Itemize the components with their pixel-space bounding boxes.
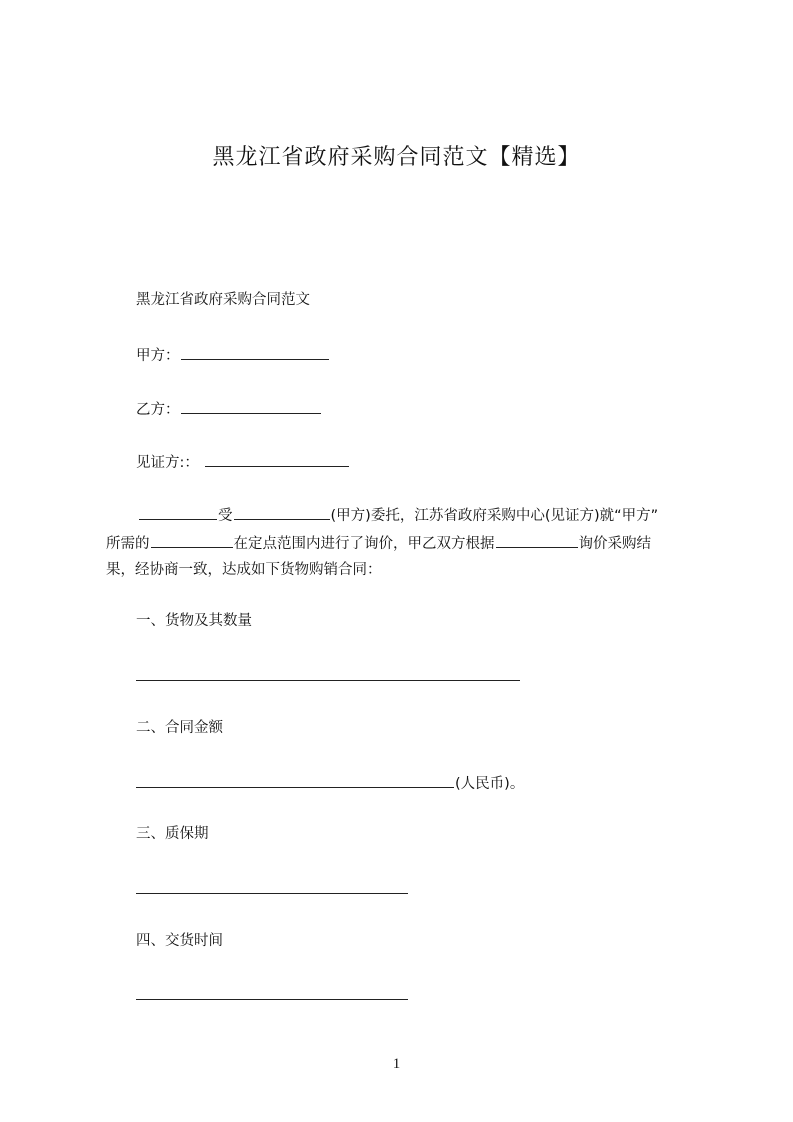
entruster-blank — [234, 504, 330, 520]
paragraph-line-1 — [138, 504, 658, 526]
party-a-blank — [181, 344, 329, 360]
goods-fill-line — [136, 680, 520, 681]
inquiry-blank — [496, 532, 578, 548]
delivery-fill-line — [136, 999, 408, 1000]
section-delivery-heading: 四、交货时间 — [136, 933, 223, 949]
warranty-fill-line — [136, 893, 408, 894]
party-b-label: 乙方： — [136, 402, 180, 418]
paragraph-text: 受 — [218, 508, 233, 524]
party-b-blank — [181, 398, 321, 414]
paragraph-text: (甲方)委托，江苏省政府采购中心(见证方)就“甲方” — [330, 508, 659, 524]
amount-blank — [136, 772, 454, 788]
document-subtitle: 黑龙江省政府采购合同范文 — [136, 292, 310, 308]
paragraph-text: 在定点范围内进行了询价，甲乙双方根据 — [233, 536, 495, 552]
paragraph-text: 所需的 — [106, 536, 150, 552]
party-a-line — [136, 344, 330, 366]
party-a-label: 甲方： — [136, 348, 180, 364]
entrustee-blank — [139, 504, 217, 520]
amount-line — [136, 772, 524, 794]
document-title: 黑龙江省政府采购合同范文【精选】 — [212, 145, 581, 170]
section-warranty-heading: 三、质保期 — [136, 826, 209, 842]
page-number: 1 — [392, 1056, 401, 1072]
amount-suffix: (人民币)。 — [455, 776, 525, 792]
paragraph-line-3: 果，经协商一致，达成如下货物购销合同： — [106, 562, 382, 578]
witness-blank — [205, 451, 349, 467]
section-amount-heading: 二、合同金额 — [136, 720, 223, 736]
witness-line — [136, 451, 350, 473]
witness-label: 见证方:： — [136, 455, 199, 471]
paragraph-text: 询价采购结 — [578, 536, 651, 552]
paragraph-line-2 — [106, 532, 651, 554]
goods-blank — [151, 532, 233, 548]
party-b-line — [136, 398, 322, 420]
section-goods-heading: 一、货物及其数量 — [136, 613, 252, 629]
